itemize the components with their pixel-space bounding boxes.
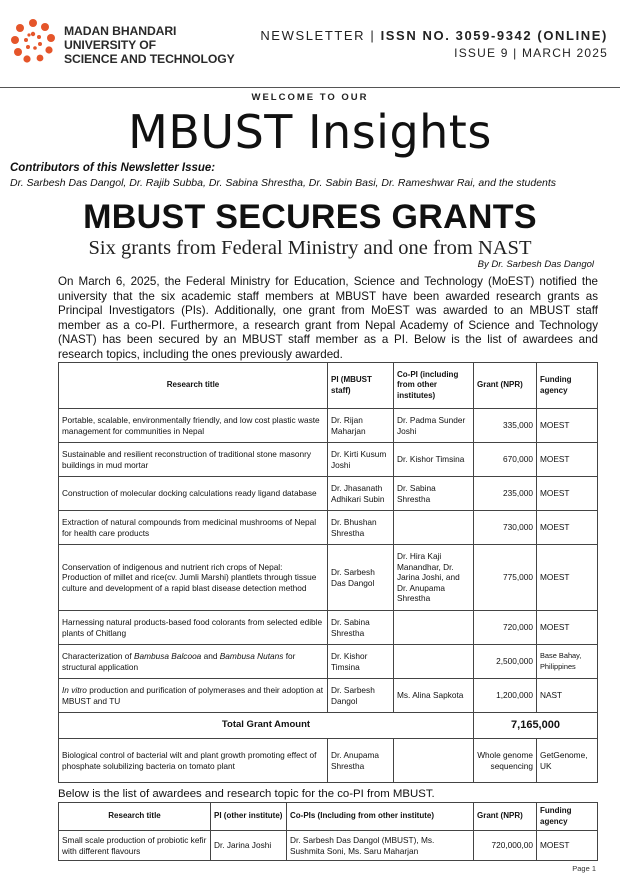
grant-cell: 670,000 [474, 443, 537, 477]
total-amount: 7,165,000 [474, 713, 598, 739]
agency-cell: MOEST [537, 477, 598, 511]
header-divider [0, 87, 620, 88]
pi-cell: Dr. Jarina Joshi [211, 831, 287, 861]
title-text: Characterization of [62, 650, 134, 661]
copi-cell [394, 645, 474, 679]
copi-cell: Ms. Alina Sapkota [394, 679, 474, 713]
table-row [59, 679, 598, 713]
agency-cell: MOEST [537, 831, 598, 861]
grant-cell: 720,000,00 [474, 831, 537, 861]
title-italic: In vitro [62, 684, 87, 695]
agency-cell: Base Bahay, Philippines [537, 645, 598, 679]
grant-cell: Whole genome sequencing [474, 739, 537, 783]
copi-cell: Dr. Padma Sunder Joshi [394, 409, 474, 443]
copi-cell [394, 511, 474, 545]
newsletter-issn-line [260, 28, 608, 43]
agency-cell: NAST [537, 679, 598, 713]
pi-cell: Dr. Sarbesh Das Dangol [328, 545, 394, 611]
university-name-line: MADAN BHANDARI [64, 24, 177, 38]
table-row [59, 443, 598, 477]
research-title-cell: Conservation of indigenous and nutrient rich crops of Nepal: Production of millet and rice(cv. Jumli Marshi) plantlets through tissue culture and development of a rapid blast disease detection method [59, 545, 328, 611]
species-name: Bambusa Nutans [219, 650, 284, 661]
copi-table [58, 802, 598, 861]
table-row [59, 611, 598, 645]
pi-cell: Dr. Anupama Shrestha [328, 739, 394, 783]
pi-cell: Dr. Rijan Maharjan [328, 409, 394, 443]
table-row [59, 545, 598, 611]
copi-cell: Dr. Hira Kaji Manandhar, Dr. Jarina Joshi, and Dr. Anupama Shrestha [394, 545, 474, 611]
issue-date: ISSUE 9 | MARCH 2025 [454, 46, 608, 60]
research-title-cell: Portable, scalable, environmentally friendly, and low cost plastic waste management for communities in Nepal [59, 409, 328, 443]
copi-cell: Dr. Sabina Shrestha [394, 477, 474, 511]
grant-cell: 775,000 [474, 545, 537, 611]
research-title-cell: Construction of molecular docking calculations ready ligand database [59, 477, 328, 511]
research-title-cell: Harnessing natural products-based food colorants from selected edible plants of Chitlang [59, 611, 328, 645]
grant-cell: 235,000 [474, 477, 537, 511]
article-subheadline: Six grants from Federal Ministry and one from NAST [88, 237, 532, 259]
grant-cell: 730,000 [474, 511, 537, 545]
issn-number: ISSN NO. 3059-9342 (ONLINE) [380, 28, 608, 43]
copi-cell: Dr. Sarbesh Das Dangol (MBUST), Ms. Sushmita Soni, Ms. Saru Maharjan [287, 831, 474, 861]
pi-cell: Dr. Sabina Shrestha [328, 611, 394, 645]
grant-cell: 1,200,000 [474, 679, 537, 713]
table-row [59, 739, 598, 783]
agency-cell: MOEST [537, 443, 598, 477]
article-headline: MBUST SECURES GRANTS [83, 198, 537, 236]
copi-cell: Dr. Kishor Timsina [394, 443, 474, 477]
column-header: Grant (NPR) [474, 363, 537, 409]
contributors-list: Dr. Sarbesh Das Dangol, Dr. Rajib Subba, Dr. Sabina Shrestha, Dr. Sabin Basi, Dr. Rameshwar Rai, and the students [10, 177, 557, 189]
welcome-text: WELCOME TO OUR [251, 92, 369, 103]
research-title-cell: Small scale production of probiotic kefir with different flavours [59, 831, 211, 861]
title-text: and [201, 650, 220, 661]
newsletter-header [0, 0, 620, 88]
column-header: Funding agency [537, 363, 598, 409]
research-title-cell [59, 679, 328, 713]
grants-table [58, 362, 598, 783]
column-header: PI (other institute) [211, 803, 287, 831]
pi-cell: Dr. Jhasanath Adhikari Subin [328, 477, 394, 511]
column-header: Co-PI (including from other institutes) [394, 363, 474, 409]
column-header: PI (MBUST staff) [328, 363, 394, 409]
pi-cell: Dr. Kirti Kusum Joshi [328, 443, 394, 477]
university-name-line: UNIVERSITY OF [64, 38, 156, 52]
pi-cell: Dr. Kishor Timsina [328, 645, 394, 679]
pi-cell: Dr. Sarbesh Dangol [328, 679, 394, 713]
total-row [59, 713, 598, 739]
copi-cell [394, 739, 474, 783]
species-name: Bambusa Balcooa [133, 650, 202, 661]
contributors-heading: Contributors of this Newsletter Issue: [10, 162, 216, 174]
research-title-cell: Biological control of bacterial wilt and plant growth promoting effect of phosphate solubilizing bacteria on tomato plant [59, 739, 328, 783]
table-row [59, 477, 598, 511]
column-header: Research title [59, 363, 328, 409]
column-header: Grant (NPR) [474, 803, 537, 831]
grant-cell: 335,000 [474, 409, 537, 443]
research-title-cell: Extraction of natural compounds from medicinal mushrooms of Nepal for health care products [59, 511, 328, 545]
table-row [59, 831, 598, 861]
column-header: Funding agency [537, 803, 598, 831]
university-name-line: SCIENCE AND TECHNOLOGY [64, 52, 235, 66]
table-row [59, 645, 598, 679]
university-name [64, 24, 235, 66]
table-row [59, 511, 598, 545]
research-title-cell: Sustainable and resilient reconstruction of traditional stone masonry buildings in mud mortar [59, 443, 328, 477]
column-header: Research title [59, 803, 211, 831]
agency-cell: MOEST [537, 545, 598, 611]
column-header: Co-PIs (Including from other institute) [287, 803, 474, 831]
research-title-cell [59, 645, 328, 679]
university-logo-icon [10, 18, 56, 64]
newsletter-label: NEWSLETTER | [260, 28, 381, 43]
grant-cell: 720,000 [474, 611, 537, 645]
table-header-row [59, 363, 598, 409]
grant-cell: 2,500,000 [474, 645, 537, 679]
table-row [59, 409, 598, 443]
agency-cell: MOEST [537, 409, 598, 443]
page-number: Page 1 [572, 864, 596, 873]
copi-cell [394, 611, 474, 645]
total-label: Total Grant Amount [59, 713, 474, 739]
title-text: for structural application [62, 650, 296, 672]
pi-cell: Dr. Bhushan Shrestha [328, 511, 394, 545]
article-byline: By Dr. Sarbesh Das Dangol [477, 259, 594, 270]
agency-cell: GetGenome, UK [537, 739, 598, 783]
newsletter-title: MBUST Insights [128, 105, 492, 159]
title-text: production and purification of polymerases and their adoption at MBUST and TU [62, 684, 324, 706]
copi-intro: Below is the list of awardees and research topic for the co-PI from MBUST. [58, 788, 435, 800]
agency-cell: MOEST [537, 511, 598, 545]
agency-cell: MOEST [537, 611, 598, 645]
table-header-row [59, 803, 598, 831]
article-intro: On March 6, 2025, the Federal Ministry for Education, Science and Technology (MoEST) notified the university that the six academic staff members at MBUST have been awarded research grants as Principal Investigators (PIs). Additionally, one grant from MoEST was awarded to an MBUST staff member as a co-PI. Furthermore, a research grant from Nepal Academy of Science and Technology (NAST) has been secured by an MBUST staff member as a PI. Below is the list of awardees and research topics, including the ones previously awarded. [58, 275, 598, 361]
